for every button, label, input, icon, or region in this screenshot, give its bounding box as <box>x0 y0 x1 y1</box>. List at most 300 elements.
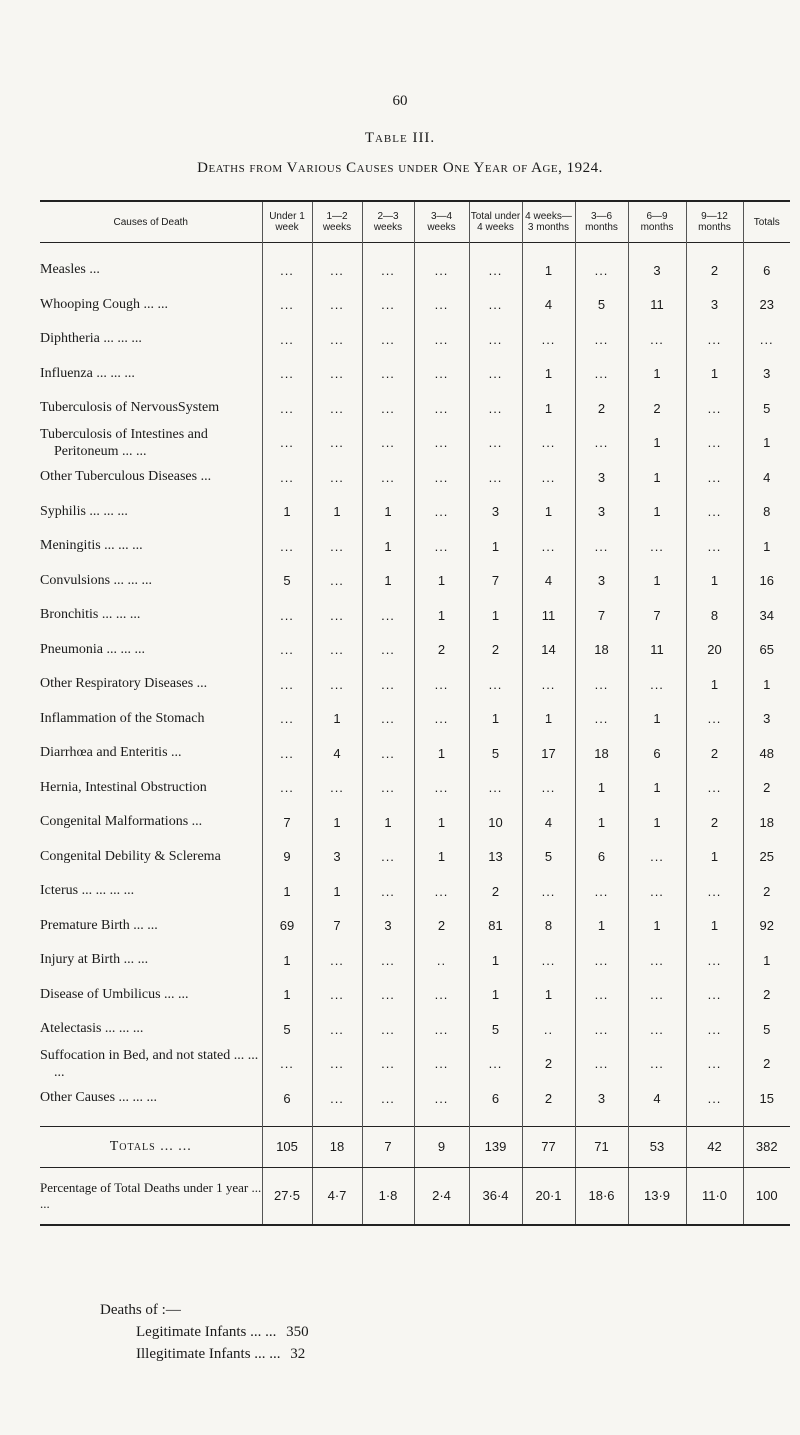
table-cell: ... <box>414 702 469 737</box>
table-cell: ... <box>262 736 312 771</box>
table-cell: ... <box>312 978 362 1013</box>
cause-label: Influenza ... ... ... <box>40 365 135 381</box>
table-cell: ... <box>262 288 312 323</box>
table-cell: 27·5 <box>262 1167 312 1225</box>
table-cell: 16 <box>743 564 790 599</box>
table-cell: ... <box>575 702 628 737</box>
table-cell: 1 <box>414 805 469 840</box>
table-cell: 100 <box>743 1167 790 1225</box>
table-cell: 1 <box>628 357 686 392</box>
table-cell: ... <box>686 1047 743 1082</box>
table-cell: ... <box>628 667 686 702</box>
table-cell: 6 <box>743 253 790 288</box>
table-cell: 4 <box>628 1081 686 1116</box>
table-cell: 1 <box>362 495 414 530</box>
spacer-cell <box>469 243 522 254</box>
cause-label: Premature Birth ... ... <box>40 917 158 933</box>
table-cell: ... <box>262 667 312 702</box>
spacer-cell <box>262 1116 312 1127</box>
table-cell: ... <box>262 598 312 633</box>
table-cell: ... <box>469 667 522 702</box>
table-cell: ... <box>628 943 686 978</box>
table-cell: 7 <box>469 564 522 599</box>
table-cell: 13·9 <box>628 1167 686 1225</box>
table-row <box>40 736 790 771</box>
cause-label: Atelectasis ... ... ... <box>40 1021 144 1037</box>
table-cell: 1 <box>628 495 686 530</box>
cause-label: Icterus ... ... ... ... <box>40 883 135 899</box>
column-header: 1—2 weeks <box>312 201 362 243</box>
illegitimate-line <box>136 1346 309 1368</box>
spacer-cell <box>362 1116 414 1127</box>
table-row <box>40 322 790 357</box>
table-cell: ... <box>469 771 522 806</box>
table-cell: ... <box>686 495 743 530</box>
table-cell: ... <box>362 840 414 875</box>
table-cell: 1 <box>312 702 362 737</box>
table-row <box>40 909 790 944</box>
table-cell: ... <box>312 667 362 702</box>
cause-label: Bronchitis ... ... ... <box>40 607 141 623</box>
table-cell: 2 <box>686 253 743 288</box>
table-row <box>40 702 790 737</box>
table-cell: 4 <box>312 736 362 771</box>
table-cell: 2 <box>522 1047 575 1082</box>
spacer-row <box>40 1116 790 1127</box>
table-cell: ... <box>362 978 414 1013</box>
table-cell: 1 <box>743 529 790 564</box>
table-cell: 3 <box>575 1081 628 1116</box>
table-cell: 1 <box>686 909 743 944</box>
table-cell: ... <box>686 943 743 978</box>
table-cell: 1 <box>628 564 686 599</box>
table-cell: 1 <box>262 943 312 978</box>
table-cell: 1 <box>262 874 312 909</box>
spacer-cell <box>362 243 414 254</box>
table-cell: ... <box>469 460 522 495</box>
table-cell: ... <box>262 322 312 357</box>
table-cell: 1 <box>575 771 628 806</box>
table-cell: ... <box>362 874 414 909</box>
table-cell: 1 <box>628 771 686 806</box>
table-cell: ... <box>686 771 743 806</box>
table-cell: 5 <box>743 391 790 426</box>
table-cell: .. <box>522 1012 575 1047</box>
cause-label: Hernia, Intestinal Obstruction <box>40 779 207 795</box>
table-cell: ... <box>469 391 522 426</box>
table-cell: 4 <box>522 805 575 840</box>
footer-summary <box>100 1302 309 1368</box>
table-cell: ... <box>362 667 414 702</box>
cause-label: Other Respiratory Diseases ... <box>40 676 208 692</box>
table-cell: 15 <box>743 1081 790 1116</box>
table-cell: 1 <box>469 978 522 1013</box>
table-cell: ... <box>469 1047 522 1082</box>
table-cell: ... <box>686 978 743 1013</box>
table-cell: ... <box>686 529 743 564</box>
table-row <box>40 771 790 806</box>
spacer-cell <box>522 1116 575 1127</box>
table-cell: ... <box>312 771 362 806</box>
table-cell: 11·0 <box>686 1167 743 1225</box>
table-cell: 1 <box>312 495 362 530</box>
table-cell: 92 <box>743 909 790 944</box>
table-row <box>40 633 790 668</box>
table-cell: ... <box>575 1047 628 1082</box>
table-cell: ... <box>414 288 469 323</box>
table-cell: ... <box>686 426 743 461</box>
table-cell: ... <box>262 357 312 392</box>
table-cell: ... <box>414 495 469 530</box>
table-cell: 2 <box>743 978 790 1013</box>
table-cell: 36·4 <box>469 1167 522 1225</box>
table-cell: 1 <box>522 357 575 392</box>
spacer-cell <box>312 243 362 254</box>
table-cell: ... <box>312 598 362 633</box>
spacer-cell <box>414 1116 469 1127</box>
table-row <box>40 1012 790 1047</box>
table-cell: ... <box>522 667 575 702</box>
table-cell: 3 <box>686 288 743 323</box>
table-cell: ... <box>414 874 469 909</box>
table-cell: ... <box>628 978 686 1013</box>
table-cell: 8 <box>686 598 743 633</box>
cause-label: Diarrhœa and Enteritis ... <box>40 745 182 761</box>
cause-label: Suffocation in Bed, and not stated ... ... ... <box>40 1047 259 1080</box>
table-cell: ... <box>362 460 414 495</box>
table-cell: 11 <box>628 633 686 668</box>
table-cell: ... <box>312 391 362 426</box>
legitimate-line <box>136 1324 309 1346</box>
table-cell: ... <box>362 943 414 978</box>
table-cell: ... <box>362 736 414 771</box>
table-cell: 6 <box>628 736 686 771</box>
table-row <box>40 805 790 840</box>
spacer-cell <box>743 243 790 254</box>
table-row <box>40 495 790 530</box>
table-cell: 1 <box>743 667 790 702</box>
table-cell: ... <box>312 1081 362 1116</box>
table-cell: 1 <box>628 909 686 944</box>
table-cell: 71 <box>575 1126 628 1167</box>
table-cell: 2 <box>628 391 686 426</box>
table-cell: 3 <box>362 909 414 944</box>
table-row <box>40 598 790 633</box>
table-cell: 23 <box>743 288 790 323</box>
table-body <box>40 243 790 1225</box>
table-cell: ... <box>262 529 312 564</box>
table-cell: ... <box>362 1081 414 1116</box>
legitimate-value: 350 <box>286 1324 309 1340</box>
table-cell: 5 <box>262 1012 312 1047</box>
cause-label: Tuberculosis of Intestines and Peritoneum ... ... <box>40 426 208 459</box>
spacer-row <box>40 243 790 254</box>
table-cell: 1 <box>312 874 362 909</box>
table-cell: 14 <box>522 633 575 668</box>
table-cell: ... <box>362 1012 414 1047</box>
table-cell: 11 <box>628 288 686 323</box>
footer-heading: Deaths of :— <box>100 1302 181 1318</box>
table-cell: ... <box>686 391 743 426</box>
table-cell: 2 <box>469 633 522 668</box>
table-cell: 18 <box>575 736 628 771</box>
table-cell: 7 <box>575 598 628 633</box>
table-cell: ... <box>312 943 362 978</box>
table-cell: 3 <box>743 357 790 392</box>
table-row <box>40 943 790 978</box>
table-cell: 48 <box>743 736 790 771</box>
table-cell: ... <box>362 633 414 668</box>
cause-label: Congenital Debility & Sclerema <box>40 848 221 864</box>
table-cell: ... <box>628 1012 686 1047</box>
table-cell: ... <box>362 702 414 737</box>
table-cell: 1 <box>743 943 790 978</box>
table-cell: 4 <box>522 564 575 599</box>
table-cell: 20 <box>686 633 743 668</box>
table-cell: 77 <box>522 1126 575 1167</box>
table-cell: 3 <box>575 564 628 599</box>
table-cell: ... <box>312 288 362 323</box>
table-cell: 1 <box>522 495 575 530</box>
cause-label: Pneumonia ... ... ... <box>40 641 145 657</box>
table-cell: .. <box>414 943 469 978</box>
table-row <box>40 1047 790 1082</box>
table-cell: ... <box>312 1047 362 1082</box>
cause-label: Congenital Malformations ... <box>40 814 203 830</box>
table-row <box>40 564 790 599</box>
table-cell: 2 <box>686 805 743 840</box>
table-cell: 4·7 <box>312 1167 362 1225</box>
table-cell: ... <box>628 840 686 875</box>
table-cell: 1 <box>414 564 469 599</box>
table-cell: 4 <box>743 460 790 495</box>
table-cell: 382 <box>743 1126 790 1167</box>
spacer-cell <box>575 1116 628 1127</box>
table-cell: 7 <box>628 598 686 633</box>
page-number: 60 <box>392 93 408 109</box>
table-cell: 8 <box>743 495 790 530</box>
table-cell: 2 <box>414 909 469 944</box>
table-cell: ... <box>312 564 362 599</box>
table-cell: ... <box>414 1081 469 1116</box>
table-cell: 139 <box>469 1126 522 1167</box>
cause-label: Percentage of Total Deaths under 1 year ... ... <box>40 1167 262 1225</box>
table-cell: 9 <box>414 1126 469 1167</box>
table-cell: ... <box>575 978 628 1013</box>
table-cell: 2 <box>469 874 522 909</box>
table-cell: 3 <box>469 495 522 530</box>
legitimate-label: Legitimate Infants ... ... <box>136 1324 277 1340</box>
table-cell: ... <box>522 529 575 564</box>
table-cell: ... <box>575 943 628 978</box>
table-row <box>40 978 790 1013</box>
table-cell: 34 <box>743 598 790 633</box>
column-header: 6—9 months <box>628 201 686 243</box>
table-cell: 81 <box>469 909 522 944</box>
table-cell: 20·1 <box>522 1167 575 1225</box>
table-cell: ... <box>312 426 362 461</box>
table-title: Table III. <box>364 130 436 146</box>
deaths-table <box>40 200 790 1226</box>
table-cell: 1 <box>628 702 686 737</box>
table-cell: ... <box>362 391 414 426</box>
table-cell: 1 <box>743 426 790 461</box>
column-header: 4 weeks—3 months <box>522 201 575 243</box>
table-cell: ... <box>686 1081 743 1116</box>
table-cell: ... <box>628 874 686 909</box>
cause-label: Other Tuberculous Diseases ... <box>40 469 212 485</box>
table-cell: ... <box>312 253 362 288</box>
table-cell: 17 <box>522 736 575 771</box>
table-cell: 2 <box>414 633 469 668</box>
table-cell: ... <box>262 460 312 495</box>
table-cell: 1 <box>469 943 522 978</box>
table-cell: ... <box>743 322 790 357</box>
table-cell: ... <box>262 702 312 737</box>
table-cell: 9 <box>262 840 312 875</box>
table-cell: 2 <box>522 1081 575 1116</box>
table-cell: 1 <box>522 978 575 1013</box>
table-cell: 18 <box>312 1126 362 1167</box>
table-cell: ... <box>362 598 414 633</box>
cause-label: Inflammation of the Stomach <box>40 710 205 726</box>
table-cell: ... <box>469 357 522 392</box>
table-cell: ... <box>414 1047 469 1082</box>
table-cell: ... <box>469 288 522 323</box>
cause-label: Tuberculosis of NervousSystem <box>40 400 220 416</box>
table-cell: 7 <box>312 909 362 944</box>
table-cell: 1 <box>686 357 743 392</box>
table-cell: ... <box>686 874 743 909</box>
table-cell: 5 <box>575 288 628 323</box>
table-cell: ... <box>312 322 362 357</box>
table-cell: 1 <box>628 460 686 495</box>
table-cell: ... <box>628 1047 686 1082</box>
table-cell: 3 <box>575 495 628 530</box>
table-subtitle: Deaths from Various Causes under One Year of Age, 1924. <box>197 160 603 176</box>
table-cell: ... <box>469 322 522 357</box>
column-header: Total under 4 weeks <box>469 201 522 243</box>
table-cell: ... <box>575 357 628 392</box>
spacer-cell <box>469 1116 522 1127</box>
table-cell: ... <box>262 771 312 806</box>
table-row <box>40 1081 790 1116</box>
table-cell: ... <box>686 460 743 495</box>
table-cell: 1 <box>362 529 414 564</box>
table-cell: ... <box>414 322 469 357</box>
table-cell: ... <box>312 357 362 392</box>
column-header: Under 1 week <box>262 201 312 243</box>
table-cell: 1 <box>414 598 469 633</box>
table-cell: 25 <box>743 840 790 875</box>
table-cell: 65 <box>743 633 790 668</box>
table-cell: 3 <box>628 253 686 288</box>
cause-label: Convulsions ... ... ... <box>40 572 153 588</box>
cause-label: Disease of Umbilicus ... ... <box>40 986 189 1002</box>
table-cell: ... <box>362 253 414 288</box>
table-cell: 1 <box>686 840 743 875</box>
table-cell: ... <box>522 322 575 357</box>
table-cell: 1 <box>414 840 469 875</box>
table-row <box>40 874 790 909</box>
table-cell: ... <box>628 529 686 564</box>
cause-label: Diphtheria ... ... ... <box>40 331 142 347</box>
table-cell: 2 <box>575 391 628 426</box>
cause-label: Whooping Cough ... ... <box>40 296 168 312</box>
table-cell: 5 <box>743 1012 790 1047</box>
spacer-cell <box>575 243 628 254</box>
table-cell: ... <box>686 702 743 737</box>
table-cell: ... <box>522 943 575 978</box>
table-cell: ... <box>469 253 522 288</box>
column-header: 3—4 weeks <box>414 201 469 243</box>
spacer-cell <box>628 243 686 254</box>
table-row <box>40 667 790 702</box>
cause-label: Injury at Birth ... ... <box>40 952 149 968</box>
table-cell: ... <box>414 667 469 702</box>
table-cell: 2 <box>743 1047 790 1082</box>
spacer-cell <box>522 243 575 254</box>
table-row <box>40 357 790 392</box>
table-cell: 3 <box>743 702 790 737</box>
table-cell: ... <box>262 633 312 668</box>
table-cell: ... <box>414 391 469 426</box>
cause-label: Syphilis ... ... ... <box>40 503 128 519</box>
table-cell: 42 <box>686 1126 743 1167</box>
table-cell: ... <box>362 1047 414 1082</box>
table-cell: ... <box>362 322 414 357</box>
table-cell: 6 <box>469 1081 522 1116</box>
table-cell: 2 <box>743 771 790 806</box>
column-header: 9—12 months <box>686 201 743 243</box>
table-cell: 1 <box>575 909 628 944</box>
header-row <box>40 201 790 243</box>
spacer-cell <box>686 243 743 254</box>
table-row <box>40 288 790 323</box>
table-cell: 1 <box>414 736 469 771</box>
spacer-cell <box>628 1116 686 1127</box>
table-cell: 13 <box>469 840 522 875</box>
table-cell: 1 <box>686 667 743 702</box>
spacer-cell <box>40 243 262 254</box>
table-row <box>40 426 790 461</box>
table-cell: 1 <box>312 805 362 840</box>
table-cell: ... <box>469 426 522 461</box>
table-cell: 1·8 <box>362 1167 414 1225</box>
table-cell: ... <box>312 460 362 495</box>
table-cell: 1 <box>469 598 522 633</box>
table-cell: ... <box>262 426 312 461</box>
table-cell: ... <box>414 253 469 288</box>
column-header: 3—6 months <box>575 201 628 243</box>
table-cell: ... <box>362 771 414 806</box>
table-cell: ... <box>312 529 362 564</box>
table-cell: ... <box>414 357 469 392</box>
table-cell: 2 <box>743 874 790 909</box>
cause-label: Measles ... <box>40 262 100 278</box>
table-cell: 1 <box>628 426 686 461</box>
table-cell: ... <box>414 426 469 461</box>
spacer-cell <box>40 1116 262 1127</box>
table-cell: 1 <box>686 564 743 599</box>
table-cell: ... <box>262 1047 312 1082</box>
table-row <box>40 460 790 495</box>
table-cell: 1 <box>575 805 628 840</box>
table-cell: ... <box>575 529 628 564</box>
cause-label: Other Causes ... ... ... <box>40 1090 158 1106</box>
table-cell: 1 <box>628 805 686 840</box>
table-cell: ... <box>686 1012 743 1047</box>
